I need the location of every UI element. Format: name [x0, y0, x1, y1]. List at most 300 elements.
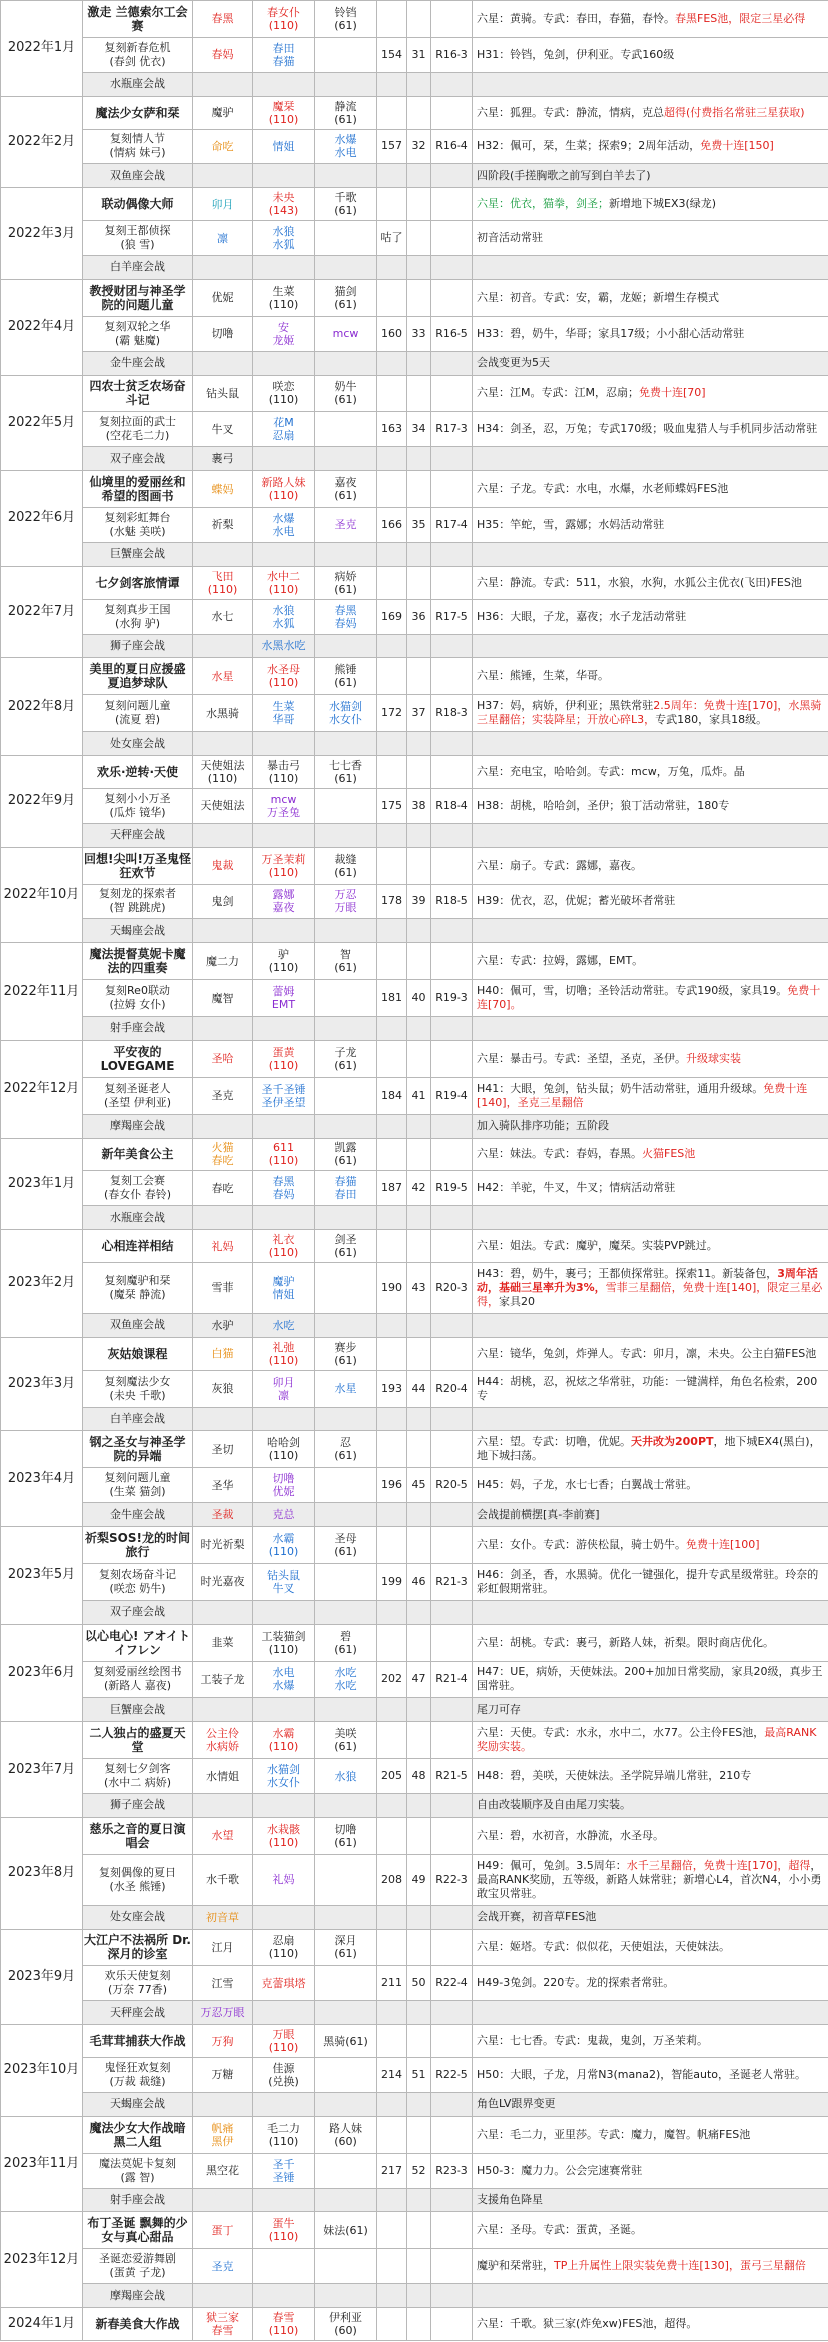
table-row	[1, 2092, 828, 2116]
star-value: 36	[407, 599, 431, 634]
character-cell-1: 火猫 春吃	[193, 1138, 253, 1171]
stage-value	[431, 1230, 473, 1263]
character-cell-3	[315, 634, 377, 658]
table-row	[1, 542, 828, 566]
stage-value	[431, 1337, 473, 1370]
sp-value: 169	[377, 599, 407, 634]
note-text: 六星：千歌。	[477, 2316, 543, 2330]
character-cell-1	[193, 919, 253, 943]
month-cell: 2022年5月	[1, 375, 83, 471]
sp-value	[377, 1817, 407, 1854]
character-cell-2: 万眼 (110)	[253, 2025, 315, 2058]
note-text: 四阶段(手搓胸歌之前写到白羊去了)	[477, 168, 651, 182]
stage-value: R17-5	[431, 599, 473, 634]
banner-name: 复刻爱丽丝绘图书 (新路人 嘉夜)	[83, 1661, 193, 1698]
character-cell-3	[315, 1468, 377, 1503]
month-cell: 2022年10月	[1, 847, 83, 943]
note-text: 专武180，家具18级。	[655, 713, 768, 727]
character-cell-3	[315, 412, 377, 447]
note-text: 超得(付费指名常驻三星获取)	[664, 105, 805, 119]
character-cell-3	[315, 1114, 377, 1138]
table-row	[1, 847, 828, 884]
character-cell-3: 静流 (61)	[315, 96, 377, 129]
table-row	[1, 471, 828, 508]
table-row	[1, 2116, 828, 2153]
banner-name: 鬼怪狂欢复刻 (万裁 裁缝)	[83, 2058, 193, 2093]
note-text: 会战变更为5天	[477, 356, 550, 370]
star-value	[407, 96, 431, 129]
banner-name: 美里的夏日应援盛夏追梦球队	[83, 658, 193, 695]
sp-value	[377, 1040, 407, 1077]
character-cell-2: 佳源 (兑换)	[253, 2058, 315, 2093]
banner-name: 双鱼座会战	[83, 164, 193, 188]
note-text: 公主优衣(飞田)FES池	[696, 575, 802, 589]
star-value: 51	[407, 2058, 431, 2093]
month-cell: 2023年9月	[1, 1929, 83, 2025]
table-row	[1, 351, 828, 375]
sp-value: 187	[377, 1171, 407, 1206]
notes-cell	[473, 351, 828, 375]
sp-value	[377, 1722, 407, 1759]
banner-name: 大江户不法祸所 Dr.深月的诊室	[83, 1929, 193, 1966]
note-text: 免费十连[140]，圣克三星翻倍	[477, 1081, 808, 1109]
sp-value	[377, 2308, 407, 2341]
note-text: 六星：镜华，兔剑，炸弹人。专武：卯月，凛，未央。	[477, 1346, 741, 1360]
notes-cell	[473, 256, 828, 280]
notes-cell	[473, 164, 828, 188]
sp-value	[377, 1313, 407, 1337]
notes-cell	[473, 1759, 828, 1794]
stage-value	[431, 1503, 473, 1527]
table-row	[1, 129, 828, 164]
character-cell-2: 切噜 优妮	[253, 1468, 315, 1503]
banner-name: 复刻拉面的武士 (空花毛二力)	[83, 412, 193, 447]
month-cell: 2023年2月	[1, 1230, 83, 1338]
table-row	[1, 1503, 828, 1527]
stage-value	[431, 756, 473, 789]
star-value: 48	[407, 1759, 431, 1794]
notes-cell	[473, 1661, 828, 1698]
sp-value	[377, 1905, 407, 1929]
star-value: 38	[407, 788, 431, 823]
stage-value	[431, 1600, 473, 1624]
character-cell-3	[315, 1077, 377, 1114]
star-value	[407, 1905, 431, 1929]
character-cell-2: 春黑 春妈	[253, 1171, 315, 1206]
sp-value	[377, 188, 407, 221]
character-cell-3	[315, 1263, 377, 1314]
note-text: 200+加加日常奖励，家具20级，真步王国常驻。	[477, 1665, 823, 1693]
star-value: 46	[407, 1563, 431, 1600]
month-cell: 2022年6月	[1, 471, 83, 567]
character-cell-1: 圣切	[193, 1431, 253, 1468]
character-cell-3: 黑骑(61)	[315, 2025, 377, 2058]
character-cell-3	[315, 2153, 377, 2188]
table-row	[1, 1017, 828, 1041]
stage-value: R19-3	[431, 980, 473, 1017]
character-cell-2	[253, 1794, 315, 1818]
star-value	[407, 471, 431, 508]
character-cell-2: 蛋黄 (110)	[253, 1040, 315, 1077]
notes-cell	[473, 471, 828, 508]
character-cell-1: 帆痛 黑伊	[193, 2116, 253, 2153]
character-cell-3	[315, 221, 377, 256]
character-cell-3: 嘉夜 (61)	[315, 471, 377, 508]
stage-value: R20-4	[431, 1370, 473, 1407]
character-cell-3	[315, 823, 377, 847]
note-text: 晶	[733, 764, 745, 778]
banner-name: 二人独占的盛夏天堂	[83, 1722, 193, 1759]
character-cell-3	[315, 1854, 377, 1905]
notes-cell	[473, 823, 828, 847]
note-text: 六星：子龙。专武：水电，水爆，水老师	[477, 482, 675, 496]
banner-name: 慈乐之音的夏日演唱会	[83, 1817, 193, 1854]
month-cell: 2022年1月	[1, 1, 83, 97]
character-cell-1: 春吃	[193, 1171, 253, 1206]
character-cell-3	[315, 37, 377, 72]
note-text: 2.5周年：免费十连[170]，水黑骑三星翻倍；实装降星；开放心碎L3，	[477, 699, 822, 727]
banner-name: 金牛座会战	[83, 1503, 193, 1527]
character-cell-3: 忍 (61)	[315, 1431, 377, 1468]
character-cell-1: 灰狼	[193, 1370, 253, 1407]
character-cell-1	[193, 72, 253, 96]
table-row	[1, 756, 828, 789]
sp-value	[377, 2092, 407, 2116]
character-cell-1: 圣克	[193, 1077, 253, 1114]
character-cell-1: 鬼剑	[193, 884, 253, 919]
stage-value: R21-4	[431, 1661, 473, 1698]
sp-value: 157	[377, 129, 407, 164]
character-cell-3	[315, 351, 377, 375]
character-cell-2: 魔栞 (110)	[253, 96, 315, 129]
character-cell-2: 水黑水吃	[253, 634, 315, 658]
character-cell-3: 熊锤 (61)	[315, 658, 377, 695]
star-value: 49	[407, 1854, 431, 1905]
character-cell-1: 公主伶 水病娇	[193, 1722, 253, 1759]
banner-name: 复刻工会赛 (春女仆 春铃)	[83, 1171, 193, 1206]
notes-cell	[473, 279, 828, 316]
character-cell-1: 魔二力	[193, 943, 253, 980]
notes-cell	[473, 1966, 828, 2001]
star-value	[407, 566, 431, 599]
character-cell-2	[253, 256, 315, 280]
notes-cell	[473, 1077, 828, 1114]
star-value	[407, 1138, 431, 1171]
table-row	[1, 1929, 828, 1966]
notes-cell	[473, 2116, 828, 2153]
star-value: 41	[407, 1077, 431, 1114]
stage-value	[431, 2092, 473, 2116]
stage-value	[431, 542, 473, 566]
character-cell-1	[193, 1407, 253, 1431]
note-text: TP上升属性上限实装	[554, 2259, 656, 2273]
sp-value	[377, 2001, 407, 2025]
banner-name: 布丁圣诞 飘舞的少女与真心甜品	[83, 2212, 193, 2249]
character-cell-2: 暴击弓 (110)	[253, 756, 315, 789]
notes-cell	[473, 1854, 828, 1905]
banner-name: 水瓶座会战	[83, 1206, 193, 1230]
character-cell-2: mcw 万圣兔	[253, 788, 315, 823]
notes-cell	[473, 1, 828, 38]
character-cell-2: 水吃	[253, 1313, 315, 1337]
character-cell-2: 哈哈剑 (110)	[253, 1431, 315, 1468]
character-cell-1: 钻头鼠	[193, 375, 253, 412]
banner-name: 狮子座会战	[83, 634, 193, 658]
character-cell-3	[315, 1503, 377, 1527]
star-value	[407, 1431, 431, 1468]
banner-name: 回想!尖叫!万圣鬼怪狂欢节	[83, 847, 193, 884]
notes-cell	[473, 1114, 828, 1138]
character-cell-2	[253, 351, 315, 375]
stage-value: R21-5	[431, 1759, 473, 1794]
banner-name: 欢乐·逆转·天使	[83, 756, 193, 789]
month-cell: 2022年7月	[1, 566, 83, 658]
star-value	[407, 2025, 431, 2058]
sp-value: 214	[377, 2058, 407, 2093]
character-cell-1	[193, 2284, 253, 2308]
character-cell-2: 克总	[253, 1503, 315, 1527]
table-row	[1, 2153, 828, 2188]
character-cell-3: 春猫 春田	[315, 1171, 377, 1206]
sp-value	[377, 1600, 407, 1624]
sp-value	[377, 943, 407, 980]
banner-name: 平安夜的LOVEGAME	[83, 1040, 193, 1077]
stage-value: R20-5	[431, 1468, 473, 1503]
star-value	[407, 542, 431, 566]
sp-value	[377, 658, 407, 695]
stage-value	[431, 96, 473, 129]
table-row	[1, 1722, 828, 1759]
banner-name: 复刻真步王国 (水狗 驴)	[83, 599, 193, 634]
notes-cell	[473, 2249, 828, 2284]
note-text: 水千三星翻倍，免费十连[170]，超得	[626, 1858, 811, 1872]
stage-value: R22-5	[431, 2058, 473, 2093]
stage-value: R18-3	[431, 695, 473, 732]
note-text: 免费十连[70]	[638, 386, 706, 400]
note-text: H37：妈，病娇，伊利亚；黑铁常驻	[477, 699, 654, 713]
notes-cell	[473, 566, 828, 599]
note-text: 六星：初音。专武：安，霸，龙姬；	[477, 290, 653, 304]
stage-value	[431, 2025, 473, 2058]
note-text: H48：碧，美咲，天使妹法。	[477, 1769, 621, 1783]
note-text: 六星：专武：拉姆，露娜，EMT。	[477, 954, 644, 968]
note-text: H49-3兔剑。220专。龙的探索者常驻。	[477, 1976, 675, 1990]
stage-value	[431, 1527, 473, 1564]
star-value	[407, 221, 431, 256]
table-row	[1, 1794, 828, 1818]
character-cell-1: 蛋丁	[193, 2212, 253, 2249]
sp-value	[377, 1503, 407, 1527]
sp-value	[377, 279, 407, 316]
note-text: 家具19。	[740, 984, 788, 998]
stage-value	[431, 2212, 473, 2249]
notes-cell	[473, 1929, 828, 1966]
note-text: 帆痛FES池	[697, 2127, 751, 2141]
character-cell-1: 牛叉	[193, 412, 253, 447]
table-row	[1, 72, 828, 96]
sp-value: 196	[377, 1468, 407, 1503]
sp-value: 154	[377, 37, 407, 72]
month-cell: 2023年5月	[1, 1527, 83, 1625]
note-text: 六星：优衣，猫拳，剑圣；	[477, 197, 609, 211]
stage-value	[431, 2308, 473, 2341]
character-cell-2: 卯月 凛	[253, 1370, 315, 1407]
character-cell-1: 春黑	[193, 1, 253, 38]
notes-cell	[473, 695, 828, 732]
banner-name: 双子座会战	[83, 447, 193, 471]
sp-value	[377, 2025, 407, 2058]
character-cell-1: 水驴	[193, 1313, 253, 1337]
table-row	[1, 1624, 828, 1661]
sp-value: 199	[377, 1563, 407, 1600]
notes-cell	[473, 1624, 828, 1661]
star-value: 43	[407, 1263, 431, 1314]
star-value	[407, 2284, 431, 2308]
character-cell-2: 魔驴 情姐	[253, 1263, 315, 1314]
character-cell-1	[193, 1698, 253, 1722]
month-cell: 2022年11月	[1, 943, 83, 1041]
star-value	[407, 1407, 431, 1431]
notes-cell	[473, 72, 828, 96]
stage-value: R19-5	[431, 1171, 473, 1206]
character-cell-1	[193, 164, 253, 188]
character-cell-2: 水霸 (110)	[253, 1722, 315, 1759]
star-value	[407, 823, 431, 847]
table-row	[1, 1263, 828, 1314]
character-cell-3: 猫剑 (61)	[315, 279, 377, 316]
month-cell: 2022年9月	[1, 756, 83, 848]
table-row	[1, 412, 828, 447]
note-text: 火猫FES池	[642, 1147, 696, 1161]
note-text: 小小甜心活动常驻	[656, 326, 745, 340]
character-cell-1	[193, 1600, 253, 1624]
sp-value: 166	[377, 508, 407, 543]
character-cell-1: 裹弓	[193, 447, 253, 471]
table-row	[1, 788, 828, 823]
stage-value	[431, 2249, 473, 2284]
star-value	[407, 279, 431, 316]
character-cell-3: 裁缝 (61)	[315, 847, 377, 884]
star-value	[407, 1114, 431, 1138]
note-text: H38：胡桃，哈哈剑，圣伊；狼丁活动常驻，180专	[477, 798, 730, 812]
character-cell-2	[253, 1698, 315, 1722]
character-cell-3	[315, 919, 377, 943]
table-row	[1, 1698, 828, 1722]
note-text: 3周年活动，基础三星率升为3%，	[477, 1266, 818, 1294]
character-cell-1: 圣哈	[193, 1040, 253, 1077]
character-cell-3	[315, 2249, 377, 2284]
character-cell-3	[315, 1206, 377, 1230]
character-cell-3: 水星	[315, 1370, 377, 1407]
banner-name: 欢乐天使复刻 (万奈 77香)	[83, 1966, 193, 2001]
character-cell-2: 水狼 水狐	[253, 599, 315, 634]
character-cell-3: 铃铛 (61)	[315, 1, 377, 38]
character-cell-3: 美咲 (61)	[315, 1722, 377, 1759]
notes-cell	[473, 634, 828, 658]
month-cell: 2023年3月	[1, 1337, 83, 1431]
star-value: 32	[407, 129, 431, 164]
notes-cell	[473, 2308, 828, 2341]
character-cell-2: 工装猫剑 (110)	[253, 1624, 315, 1661]
note-text: 限时商店优化。	[697, 1635, 774, 1649]
stage-value: R16-4	[431, 129, 473, 164]
character-cell-3	[315, 732, 377, 756]
sp-value	[377, 1337, 407, 1370]
star-value	[407, 1230, 431, 1263]
notes-cell	[473, 37, 828, 72]
note-text: 雪菲三星翻倍，免费十连[140]，限定三星必得，	[477, 1280, 823, 1308]
month-cell: 2022年3月	[1, 188, 83, 280]
table-row	[1, 1817, 828, 1854]
note-text: H43：碧，奶牛，裹弓；王都侦探常驻。探索11。新装备包，	[477, 1266, 778, 1280]
character-cell-1: 凛	[193, 221, 253, 256]
sp-value	[377, 1527, 407, 1564]
stage-value: R16-3	[431, 37, 473, 72]
note-text: 尾刀可存	[477, 1702, 521, 1716]
star-value: 39	[407, 884, 431, 919]
stage-value: R18-5	[431, 884, 473, 919]
character-cell-2: 水猫剑 水女仆	[253, 1759, 315, 1794]
character-cell-3	[315, 1563, 377, 1600]
month-cell: 2024年1月	[1, 2308, 83, 2341]
character-cell-2: 蕾姆 EMT	[253, 980, 315, 1017]
character-cell-1: 水情姐	[193, 1759, 253, 1794]
character-cell-1: 鬼裁	[193, 847, 253, 884]
sp-value: 193	[377, 1370, 407, 1407]
sp-value	[377, 1017, 407, 1041]
character-cell-3: 凯露 (61)	[315, 1138, 377, 1171]
notes-cell	[473, 1600, 828, 1624]
sp-value: 211	[377, 1966, 407, 2001]
banner-name: 复刻魔驴和栞 (魔栞 静流)	[83, 1263, 193, 1314]
notes-cell	[473, 508, 828, 543]
character-cell-2: 水电 水爆	[253, 1661, 315, 1698]
stage-value	[431, 847, 473, 884]
note-text: H49：佩可，兔剑。3.5周年：	[477, 1858, 627, 1872]
banner-name: 以心电心! アオイトイフレン	[83, 1624, 193, 1661]
notes-cell	[473, 1040, 828, 1077]
character-cell-1	[193, 1017, 253, 1041]
month-cell: 2022年2月	[1, 96, 83, 188]
character-cell-3	[315, 542, 377, 566]
star-value	[407, 732, 431, 756]
character-cell-1: 雪菲	[193, 1263, 253, 1314]
star-value	[407, 1624, 431, 1661]
note-text: H40：佩可，雪，切噜；圣铃活动常驻。专武190级，	[477, 984, 741, 998]
character-cell-1: 水望	[193, 1817, 253, 1854]
character-cell-1	[193, 256, 253, 280]
character-cell-3: 碧 (61)	[315, 1624, 377, 1661]
stage-value	[431, 1407, 473, 1431]
character-cell-2	[253, 1017, 315, 1041]
table-row	[1, 188, 828, 221]
notes-cell	[473, 1206, 828, 1230]
sp-value: 190	[377, 1263, 407, 1314]
character-cell-3: 圣克	[315, 508, 377, 543]
character-cell-1	[193, 823, 253, 847]
notes-cell	[473, 599, 828, 634]
stage-value	[431, 566, 473, 599]
sp-value	[377, 542, 407, 566]
stage-value	[431, 221, 473, 256]
character-cell-2: 春田 春猫	[253, 37, 315, 72]
character-cell-3: 切噜 (61)	[315, 1817, 377, 1854]
note-text: H34：剑圣，忍，万兔；专武170级；吸血鬼猎人与手机同步活动常驻	[477, 422, 818, 436]
table-row	[1, 1407, 828, 1431]
character-cell-2: 春女仆 (110)	[253, 1, 315, 38]
sp-value	[377, 2284, 407, 2308]
character-cell-3: 深月 (61)	[315, 1929, 377, 1966]
